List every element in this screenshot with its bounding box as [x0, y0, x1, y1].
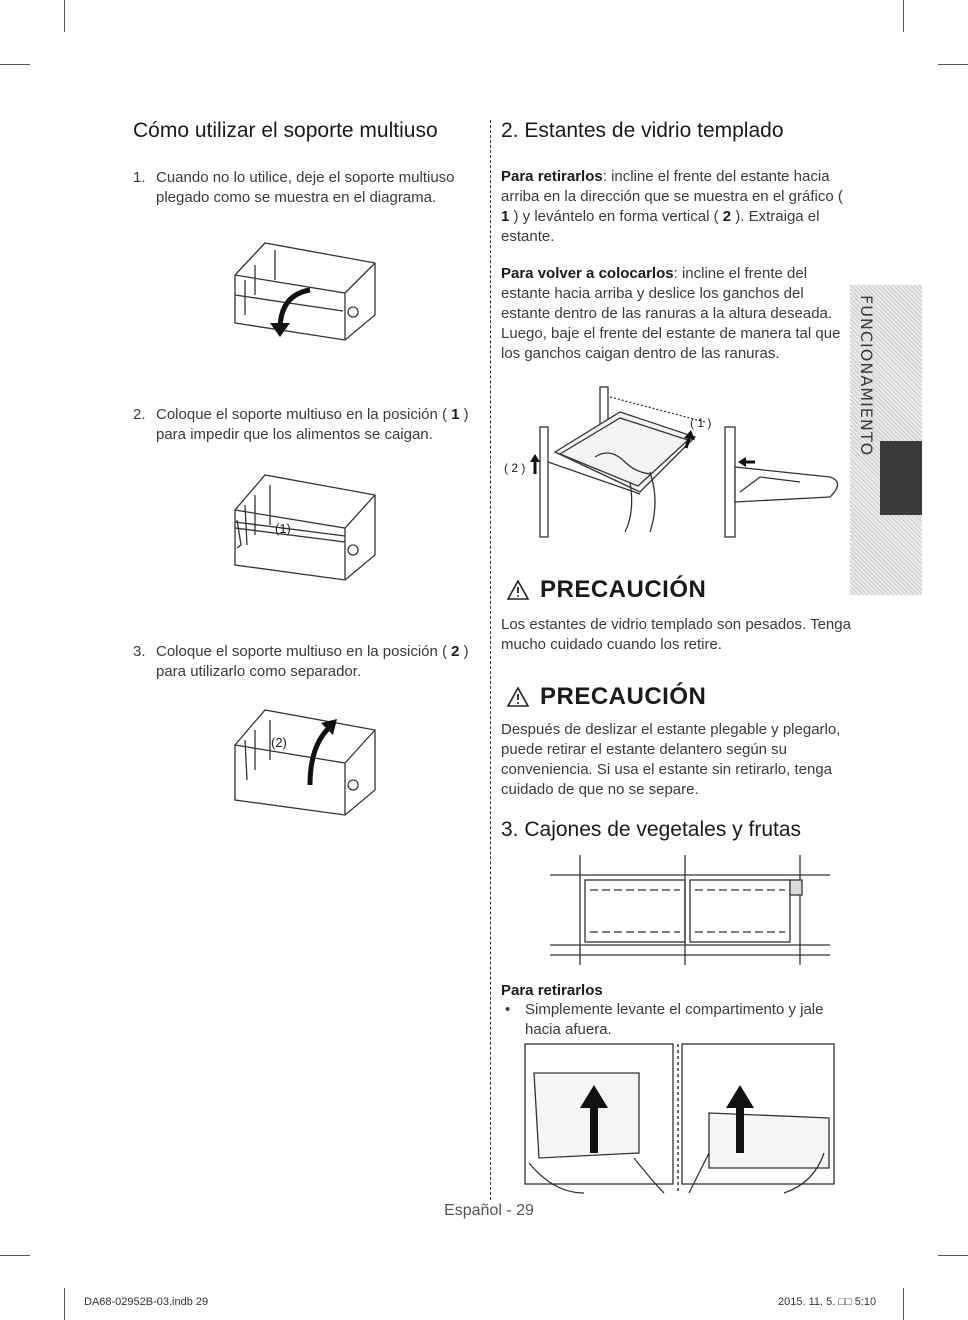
crop-mark — [938, 1255, 968, 1256]
crop-mark — [0, 64, 30, 65]
warning-icon — [506, 686, 530, 708]
drawer-lift-figure — [524, 1043, 836, 1195]
caution-1-title: PRECAUCIÓN — [506, 576, 706, 604]
side-tab-marker — [880, 441, 922, 515]
shelves-heading: 2. Estantes de vidrio templado — [501, 119, 784, 142]
shelves-remove-paragraph: Para retirarlos: incline el frente del estante hacia arriba en la dirección que se muestra en el gráfico ( 1 ) y levántelo en forma vertical ( 2 ). Extraiga el estante. — [501, 168, 843, 245]
drawers-heading: 3. Cajones de vegetales y frutas — [501, 818, 802, 841]
position-label: (2) — [271, 735, 287, 750]
crop-mark — [903, 0, 904, 32]
crop-mark — [64, 0, 65, 32]
bullet-icon: • — [505, 1001, 511, 1018]
left-heading: Cómo utilizar el soporte multiuso — [133, 119, 438, 142]
drawers-figure — [550, 850, 830, 970]
footer-file: DA68-02952B-03.indb 29 — [84, 1296, 209, 1308]
step-1 — [133, 168, 473, 212]
drawers-remove-label: Para retirarlos — [501, 982, 603, 999]
page-number: Español - 29 — [444, 1202, 534, 1219]
step-text: Coloque el soporte multiuso en la posición ( 1 ) para impedir que los alimentos se caigan. — [156, 406, 469, 443]
step-text: Coloque el soporte multiuso en la posición ( 2 ) para utilizarlo como separador. — [156, 643, 469, 680]
footer-date: 2015. 11. 5. □□ 5:10 — [778, 1296, 877, 1308]
step-text: Cuando no lo utilice, deje el soporte multiuso plegado como se muestra en el diagrama. — [156, 169, 455, 206]
warning-icon — [506, 579, 530, 601]
drawers-remove-bullet: • Simplemente levante el compartimento y jale hacia afuera. — [505, 1001, 824, 1038]
crop-mark — [0, 1255, 30, 1256]
caution-2-text: Después de deslizar el estante plegable y plegarlo, puede retirar el estante delantero según su conveniencia. Si usa el estante sin retirarlo, tenga cuidado de que no se separe. — [501, 721, 841, 798]
crop-mark — [903, 1288, 904, 1320]
step-number: 1. — [133, 169, 146, 186]
shelves-replace-paragraph: Para volver a colocarlos: incline el frente del estante hacia arriba y deslice los ganchos del estante dentro de las ranuras a la altura deseada. Luego, baje el frente del estante de manera tal que los ganchos caigan dentro de las ranuras. — [501, 265, 841, 362]
shelf-label-1: ( 1 ) — [690, 416, 712, 430]
position-label: (1) — [275, 521, 291, 536]
multiuse-holder-position-2-figure — [225, 705, 395, 820]
section-side-tab — [850, 285, 922, 595]
shelf-label-2: ( 2 ) — [504, 461, 526, 475]
multiuse-holder-folded-figure — [225, 235, 395, 345]
column-divider — [490, 120, 491, 1200]
caution-2-title: PRECAUCIÓN — [506, 683, 706, 711]
step-number: 3. — [133, 643, 146, 660]
multiuse-holder-position-1-figure — [225, 470, 395, 585]
step-number: 2. — [133, 406, 146, 423]
caution-1-text: Los estantes de vidrio templado son pesados. Tenga mucho cuidado cuando los retire. — [501, 616, 851, 653]
side-tab-label: FUNCIONAMIENTO — [857, 295, 876, 457]
crop-mark — [64, 1288, 65, 1320]
step-2 — [133, 405, 483, 449]
crop-mark — [938, 64, 968, 65]
step-3 — [133, 642, 483, 686]
glass-shelf-removal-figure — [500, 382, 850, 542]
